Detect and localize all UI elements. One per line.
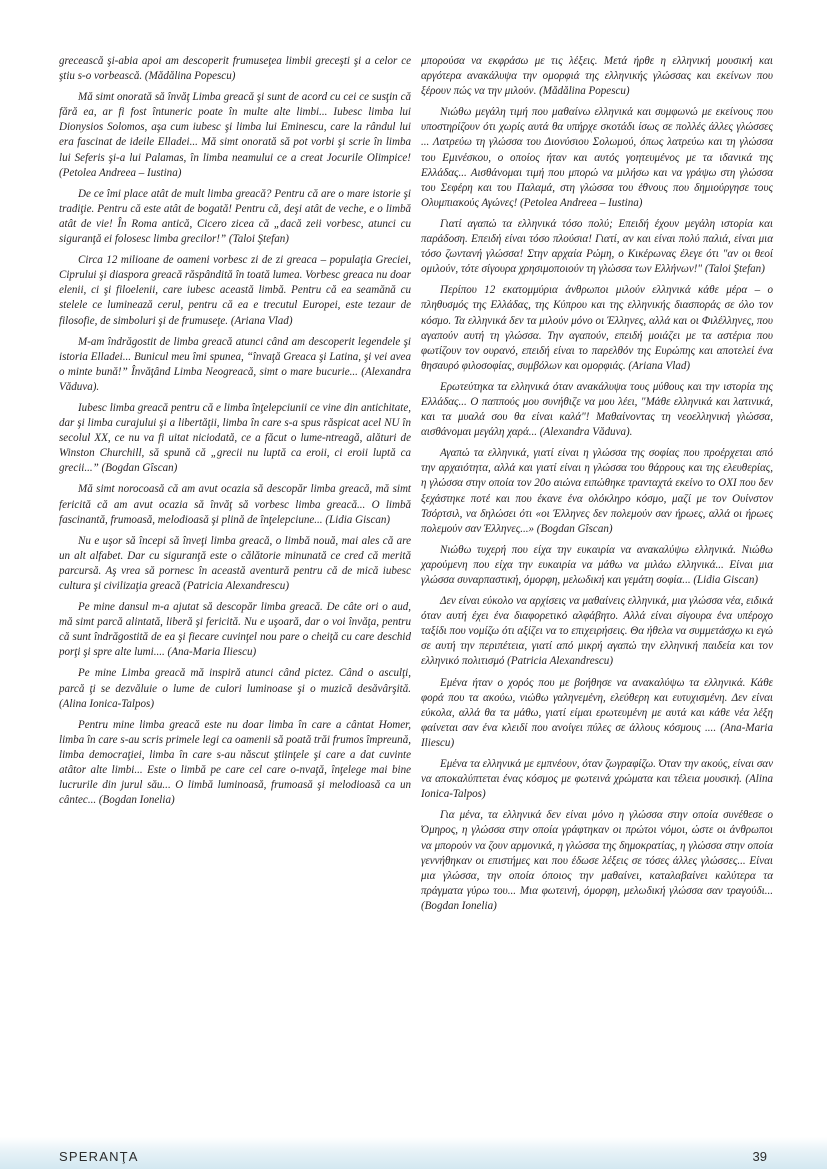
publication-title: SPERANŢA xyxy=(59,1149,139,1164)
paragraph-el-8: Δεν είναι εύκολο να αρχίσεις να μαθαίνεις ελληνικά, μια γλώσσα νέα, ειδικά όταν αυτή έχει ένα διαφορετικό αλφάβητο. Αλλά είναι σίγουρα ένα υπέροχο ταξίδι που νομίζω ότι αξίζει να το επιχειρήσεις. Θα ήθελα να συμμετάσχω κι εγώ σε αυτή την περιπέτεια, γιατί από μικρή αγαπώ την ελληνική παιδεία και τον ελληνικό πολιτισμό (Patricia Alexandrescu) xyxy=(421,595,773,668)
paragraph-ro-6: Iubesc limba greacă pentru că e limba înţelepciunii ce vine din antichitate, dar şi limba curajului şi a libertăţii, limba în care s-a spus răspicat acel NU în secolul XX, ce nu va fi uitat niciodată, ce a făcut o lume-ntreagă, alături de Winston Churchill, să spună că „grecii nu luptă ca eroii, ci eroii luptă ca grecii...” (Bogdan Gîscan) xyxy=(59,401,411,475)
paragraph-ro-5: M-am îndrăgostit de limba greacă atunci când am descoperit legendele şi istoria Elladei... Bunicul meu îmi spunea, “învaţă Greaca şi Latina, şi vei avea o minte bună!” Învăţând Limba Neogreacă, simt o mare bucurie... (Alexandra Văduva). xyxy=(59,335,411,393)
paragraph-ro-1: grecească şi-abia apoi am descoperit frumuseţea limbii greceşti şi a celor ce ştiu s-o vorbească. (Mădălina Popescu) xyxy=(59,55,411,83)
paragraph-ro-10: Pe mine Limba greacă mă inspiră atunci când pictez. Când o asculţi, parcă ţi se dezvăluie o lume de culori luminoase şi o muzică desăvârşită. (Alina Ionica-Talpos) xyxy=(59,667,411,710)
paragraph-el-4: Περίπου 12 εκατομμύρια άνθρωποι μιλούν ελληνικά κάθε μέρα – ο πληθυσμός της Ελλάδας, της Κύπρου και της ελληνικής διασποράς σε όλο τον κόσμο. Τα ελληνικά δεν τα μιλούν μόνο οι Έλληνες, αλλά και οι Φιλέλληνες, που αγαπούν αυτή τη γλώσσα. Την αγαπούν, επειδή μοιάζει με τα αστέρια που φωτίζουν τον ουρανό, επειδή είναι το παρελθόν της Ευρώπης και αποτελεί ένα θησαυρό φιλοσοφίας, συμβόλων και ομορφιάς. (Ariana Vlad) xyxy=(421,284,773,372)
paragraph-ro-4: Circa 12 milioane de oameni vorbesc zi de zi greaca – populaţia Greciei, Ciprului şi diaspora greacă răspândită în toată lumea. Vorbesc greaca nu doar elenii, ci şi filoelenii, care iubesc această limbă. Pentru că ea seamănă cu stelele ce luminează cerul, pentru că ea e trecutul Europei, este tezaur de filosofie, de simboluri şi de frumuseţe. (Ariana Vlad) xyxy=(59,254,411,327)
page-number: 39 xyxy=(752,1149,767,1164)
paragraph-ro-11: Pentru mine limba greacă este nu doar limba în care a cântat Homer, limba în care s-au scris primele legi ca oamenii să poată trăi frumos împreună, limba democraţiei, limba în care s-au născut ştiinţele şi care a dat cuvinte atâtor alte limbi... Este o limbă pe care cel care o-nvaţă, înţelege mai bine lucrurile din jurul său... O limbă luminoasă, frumoasă şi melodioasă ca un cântec... (Bogdan Ionelia) xyxy=(59,718,411,807)
paragraph-el-9: Εμένα ήταν ο χορός που με βοήθησε να ανακαλύψω τα ελληνικά. Κάθε φορά που τα ακούω, νιώθω γαληνεμένη, ελεύθερη και ευτυχισμένη. Δεν είναι εύκολα, αλλά θα τα μάθω, γιατί είμαι ερωτευμένη με αυτά και κάθε νέα λέξη φαίνεται σαν ένα κλειδί που ανοίγει πύλες σε άλλους κόσμους .... (Ana-Maria Iliescu) xyxy=(421,676,773,749)
paragraph-el-6: Αγαπώ τα ελληνικά, γιατί είναι η γλώσσα της σοφίας που προέρχεται από την αρχαιότητα, αλλά και γιατί είναι η γλώσσα του θάρρους και της ελευθερίας, η γλώσσα στην οποία τον 20ο αιώνα ειπώθηκε τρανταχτά εκείνο το ΟΧΙ που δεν ξεχάστηκε ποτέ και που έκανε ένα ολόκληρο κόσμο, μαζί με τον Ουίνστον Τσόρτσιλ, να δηλώσει ότι «οι Έλληνες δεν πολεμούν σαν ήρωες, αλλά οι ήρωες πολεμούν σαν Έλληνες...» (Bogdan Gîscan) xyxy=(421,447,773,535)
paragraph-ro-7: Mă simt norocoasă că am avut ocazia să descopăr limba greacă, mă simt fericită că am avut ocazia să învăţ să vorbesc limba greacă... O limbă fascinantă, frumoasă, melodioasă şi plină de înţelepciune... (Lidia Giscan) xyxy=(59,483,411,526)
paragraph-ro-9: Pe mine dansul m-a ajutat să descopăr limba greacă. De câte ori o aud, mă simt parcă alintată, liberă şi fericită. Nu e uşoară, dar o voi învăţa, pentru că sunt îndrăgostită de ea şi fiecare cuvinţel nou pare o cheiţă cu care deschid porţi şi spre alte lumi.... (Ana-Maria Iliescu) xyxy=(59,601,411,659)
paragraph-el-1: μπορούσα να εκφράσω με τις λέξεις. Μετά ήρθε η ελληνική μουσική και αργότερα ανακάλυψα την ομορφιά της ελληνικής γλώσσας και εκείνων που ξέρουν πώς να την μιλούν. (Mădălina Popescu) xyxy=(421,55,773,98)
paragraph-ro-8: Nu e uşor să începi să înveţi limba greacă, o limbă nouă, mai ales că are un alt alfabet. Dar cu siguranţă este o călătorie minunată ce cred că merită parcursă. Aş vrea să pornesc în această aventură pentru că de mică iubesc cultura şi civilizaţia greacă (Patricia Alexandrescu) xyxy=(59,534,411,592)
greek-text-column xyxy=(421,54,773,920)
romanian-text-column xyxy=(59,54,411,814)
paragraph-el-10: Εμένα τα ελληνικά με εμπνέουν, όταν ζωγραφίζω. Όταν την ακούς, είναι σαν να αποκαλύπτεται ένας κόσμος με φωτεινά χρώματα και τέλεια μουσική. (Alina Ionica-Talpos) xyxy=(421,758,773,801)
paragraph-el-2: Νιώθω μεγάλη τιμή που μαθαίνω ελληνικά και συμφωνώ με εκείνους που υποστηρίζουν ότι χωρίς αυτά θα υπήρχε σκοτάδι ίσως σε πολλές άλλες γλώσσες ... Λατρεύω τη γλώσσα του Διονύσιου Σολωμού, όπως λατρεύω και τη γλώσσα του Εμινέσκου, ο οποίος ήταν και αυτός γοητευμένος με τα ιδανικά της Ελλάδας... Αισθάνομαι τιμή που μπορώ να μιλήσω και να γράψω στη γλώσσα του Σεφέρη και του Παλαμά, στη γλώσσα του έθνους που δημιούργησε τους Ολυμπιακούς Αγώνες! (Petolea Andreea – Iustina) xyxy=(421,106,773,209)
paragraph-el-7: Νιώθω τυχερή που είχα την ευκαιρία να ανακαλύψω ελληνικά. Νιώθω χαρούμενη που είχα την ευκαιρία να μάθω να μιλάω ελληνικά... Είναι μια γλώσσα συναρπαστική, όμορφη, μελωδική και γεμάτη σοφία... (Lidia Giscan) xyxy=(421,543,773,586)
paragraph-el-5: Ερωτεύτηκα τα ελληνικά όταν ανακάλυψα τους μύθους και την ιστορία της Ελλάδας... Ο παππούς μου συνήθιζε να μου λέει, "Μάθε ελληνικά και λατινικά, και τα μυαλά σου θα είναι καλά"! Μαθαίνοντας τη νεοελληνική γλώσσα, αισθάνομαι μεγάλη χαρά... (Alexandra Văduva). xyxy=(421,380,773,439)
paragraph-ro-3: De ce îmi place atât de mult limba greacă? Pentru că are o mare istorie şi tradiţie. Pentru că este atât de bogată! Pentru că, deşi atât de veche, e o limbă atât de vie! În Roma antică, Cicero zicea că „dacă zeii vorbesc, atunci cu siguranţă ei folosesc limba grecilor!” (Taloi Ştefan) xyxy=(59,187,411,246)
paragraph-el-3: Γιατί αγαπώ τα ελληνικά τόσο πολύ; Επειδή έχουν μεγάλη ιστορία και παράδοση. Επειδή είναι τόσο πλούσια! Γιατί, αν και είναι πολύ παλιά, είναι μια τόσο ζωντανή γλώσσα! Στην αρχαία Ρώμη, ο Κικέρωνας έλεγε ότι "αν οι θεοί ομιλούν, τότε σίγουρα χρησιμοποιούν τη γλώσσα των Ελλήνων!" (Taloi Ştefan) xyxy=(421,217,773,276)
paragraph-el-11: Για μένα, τα ελληνικά δεν είναι μόνο η γλώσσα στην οποία συνέθεσε ο Όμηρος, η γλώσσα στην οποία γράφτηκαν οι πρώτοι νόμοι, ώστε οι άνθρωποι να μπορούν να ζουν αρμονικά, η γλώσσα της δημοκρατίας, η γλώσσα στην οποία γεννήθηκαν οι επιστήμες και που έδωσε λέξεις σε τόσες άλλες γλώσσες... Είναι μια γλώσσα, την οποία όποιος την μαθαίνει, καταλαβαίνει καλύτερα τα πράγματα γύρω του... Μια φωτεινή, όμορφη, μελωδική γλώσσα σαν τραγούδι... (Bogdan Ionelia) xyxy=(421,809,773,912)
paragraph-ro-2: Mă simt onorată să învăţ Limba greacă şi sunt de acord cu cei ce susţin că fără ea, ar fi fost întuneric poate în multe alte limbi... Iubesc limba lui Dionysios Solomos, aşa cum iubesc şi limba lui Eminescu, care la rândul lui era fascinat de ideile Elladei... Mă simt onorată să pot vorbi şi scrie în limba lui Seferis şi-a lui Palamas, în limba neamului ce a creat Jocurile Olimpice! (Petolea Andreea – Iustina) xyxy=(59,91,411,179)
